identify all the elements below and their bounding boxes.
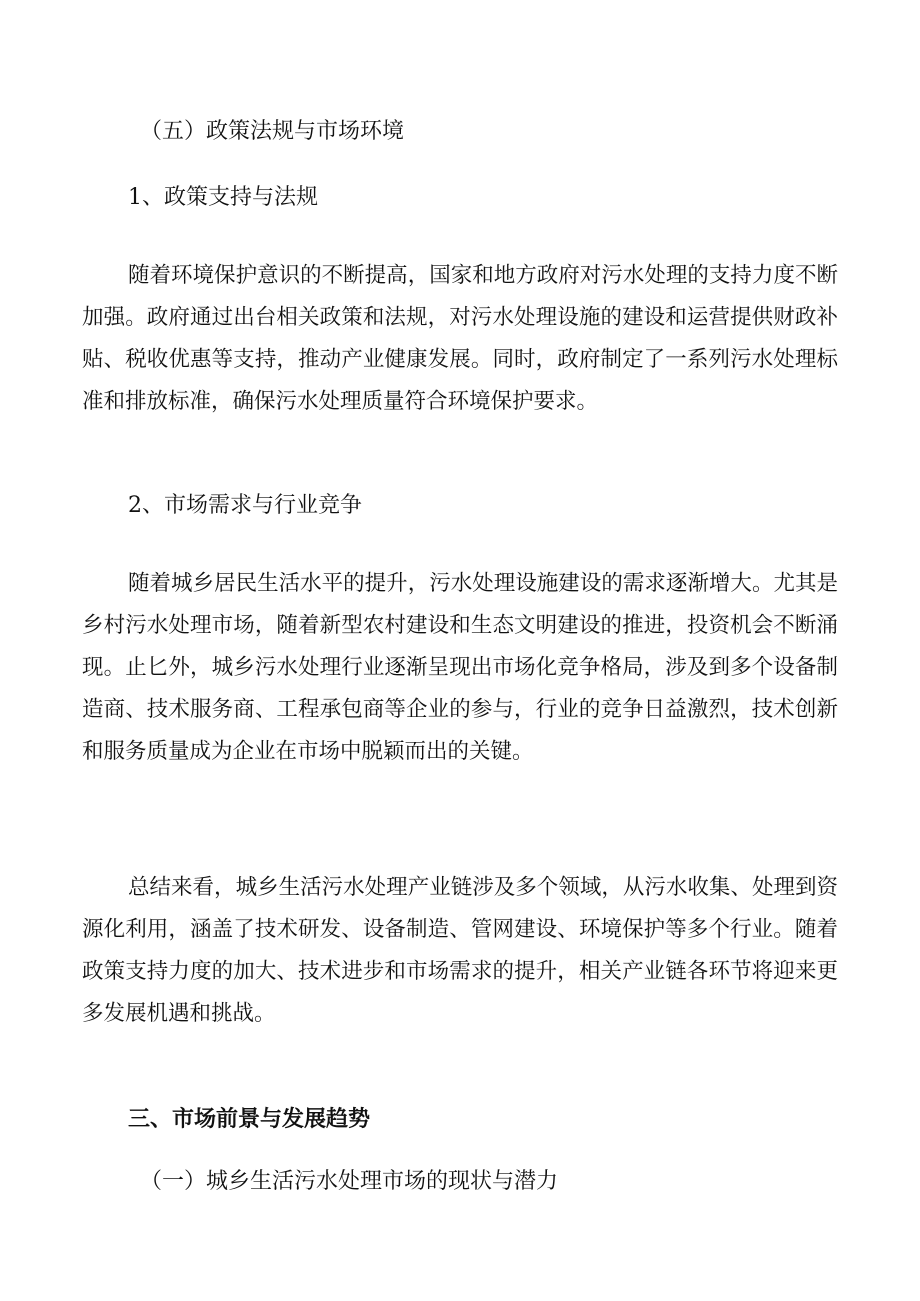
subheading-market-competition: 2、市场需求与行业竞争: [128, 493, 362, 518]
paragraph-market-competition: 随着城乡居民生活水平的提升，污水处理设施建设的需求逐渐增大。尤其是乡村污水处理市场，随着新型农村建设和生态文明建设的推进，投资机会不断涌现。止匕外，城乡污水处理行业逐渐呈现出市场化竞争格局，涉及到多个设备制造商、技术服务商、工程承包商等企业的参与，行业的竞争日益激烈，技术创新和服务质量成为企业在市场中脱颖而出的关键。: [82, 571, 838, 764]
subsection-heading-market-status: （一）城乡生活污水处理市场的现状与潜力: [140, 1169, 559, 1194]
paragraph-policy-support: 随着环境保护意识的不断提高，国家和地方政府对污水处理的支持力度不断加强。政府通过出台相关政策和法规，对污水处理设施的建设和运营提供财政补贴、税收优惠等支持，推动产业健康发展。同时，政府制定了一系列污水处理标准和排放标准，确保污水处理质量符合环境保护要求。: [82, 263, 838, 414]
section-heading-market-outlook: 三、市场前景与发展趋势: [128, 1106, 371, 1132]
paragraph-summary: 总结来看，城乡生活污水处理产业链涉及多个领域，从污水收集、处理到资源化利用，涵盖了技术研发、设备制造、管网建设、环境保护等多个行业。随着政策支持力度的加大、技术进步和市场需求的提升，相关产业链各环节将迎来更多发展机遇和挑战。: [82, 875, 838, 1026]
subheading-policy-support: 1、政策支持与法规: [128, 185, 318, 210]
section-heading-policy-market: （五）政策法规与市场环境: [140, 119, 405, 144]
